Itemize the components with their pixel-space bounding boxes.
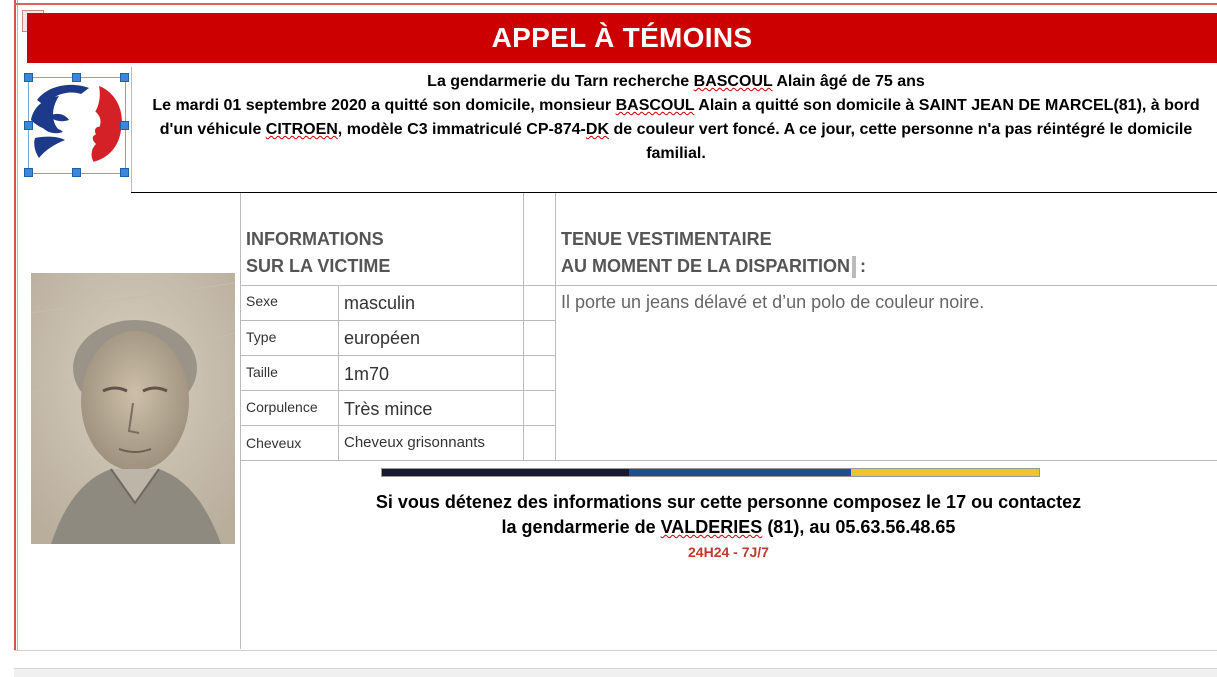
page-left-margin bbox=[14, 0, 16, 650]
table-divider bbox=[523, 193, 524, 461]
tricolor-bar bbox=[381, 468, 1040, 477]
table-divider bbox=[240, 460, 1217, 461]
marianne-logo-graphic bbox=[29, 78, 125, 173]
intro-line-2: Le mardi 01 septembre 2020 a quitté son domicile, monsieur BASCOUL Alain a quitté son domicile à SAINT JEAN DE MARCEL(81), à bord d'un véhicule CITROEN, modèle C3 immatriculé CP-874-DK de couleur vert foncé. A ce jour, cette personne n'a pas réintégré le domicile familial. bbox=[152, 97, 1200, 162]
resize-handle-right[interactable] bbox=[120, 121, 129, 130]
row-label-build: Corpulence bbox=[246, 399, 318, 415]
contact-line-1: Si vous détenez des informations sur cette personne composez le 17 ou contactez bbox=[375, 492, 1082, 512]
row-label-height: Taille bbox=[246, 364, 278, 380]
contact-line-2: la gendarmerie de VALDERIES (81), au 05.63.56.48.65 bbox=[501, 517, 956, 537]
row-label-hair: Cheveux bbox=[246, 435, 302, 451]
table-divider bbox=[240, 320, 555, 321]
row-label-sex: Sexe bbox=[246, 293, 278, 309]
table-divider bbox=[240, 390, 555, 391]
resize-handle-left[interactable] bbox=[24, 121, 33, 130]
marianne-logo[interactable] bbox=[28, 77, 126, 174]
row-value-build[interactable]: Très mince bbox=[344, 399, 433, 419]
row-value-type[interactable]: européen bbox=[344, 328, 421, 348]
text-cursor bbox=[852, 256, 856, 278]
tricolor-segment-yellow bbox=[851, 469, 1039, 476]
brand-spellcheck: CITROEN bbox=[265, 121, 338, 138]
table-divider bbox=[240, 285, 1217, 286]
table-divider bbox=[555, 193, 556, 461]
page-top-margin bbox=[14, 3, 1217, 5]
tricolor-segment-blue bbox=[629, 469, 851, 476]
table-divider bbox=[240, 425, 555, 426]
page-bottom-edge bbox=[14, 650, 1217, 651]
tricolor-segment-dark bbox=[382, 469, 629, 476]
table-divider bbox=[240, 355, 555, 356]
name-spellcheck: BASCOUL bbox=[693, 73, 773, 90]
name-spellcheck-2: BASCOUL bbox=[615, 97, 695, 114]
banner-title: APPEL À TÉMOINS bbox=[491, 22, 753, 53]
row-value-hair[interactable]: Cheveux grisonnants bbox=[344, 434, 485, 451]
row-value-sex[interactable]: masculin bbox=[344, 293, 416, 313]
clothing-title: TENUE VESTIMENTAIRE AU MOMENT DE LA DISPARITION : bbox=[561, 226, 866, 280]
table-divider bbox=[338, 285, 339, 461]
page-left-margin-inner bbox=[17, 0, 18, 650]
header-divider bbox=[131, 192, 1217, 193]
resize-handle-bottom-right[interactable] bbox=[120, 168, 129, 177]
intro-paragraph bbox=[140, 70, 1212, 166]
resize-handle-bottom[interactable] bbox=[72, 168, 81, 177]
town-spellcheck: VALDERIES bbox=[660, 517, 763, 537]
banner bbox=[27, 13, 1217, 63]
victim-photo[interactable] bbox=[31, 273, 235, 544]
victim-info-title: INFORMATIONS SUR LA VICTIME bbox=[246, 229, 391, 276]
resize-handle-top-left[interactable] bbox=[24, 73, 33, 82]
victim-photo-image bbox=[31, 273, 235, 544]
resize-handle-top-right[interactable] bbox=[120, 73, 129, 82]
row-value-height[interactable]: 1m70 bbox=[344, 364, 390, 384]
clothing-description[interactable]: Il porte un jeans délavé et d’un polo de couleur noire. bbox=[561, 292, 985, 312]
resize-handle-bottom-left[interactable] bbox=[24, 168, 33, 177]
row-label-type: Type bbox=[246, 329, 277, 345]
resize-handle-top[interactable] bbox=[72, 73, 81, 82]
intro-line-1: La gendarmerie du Tarn recherche BASCOUL Alain âgé de 75 ans bbox=[427, 73, 925, 90]
contact-hours: 24H24 - 7J/7 bbox=[688, 544, 769, 560]
plate-spellcheck: DK bbox=[585, 121, 609, 138]
contact-message bbox=[240, 490, 1217, 540]
